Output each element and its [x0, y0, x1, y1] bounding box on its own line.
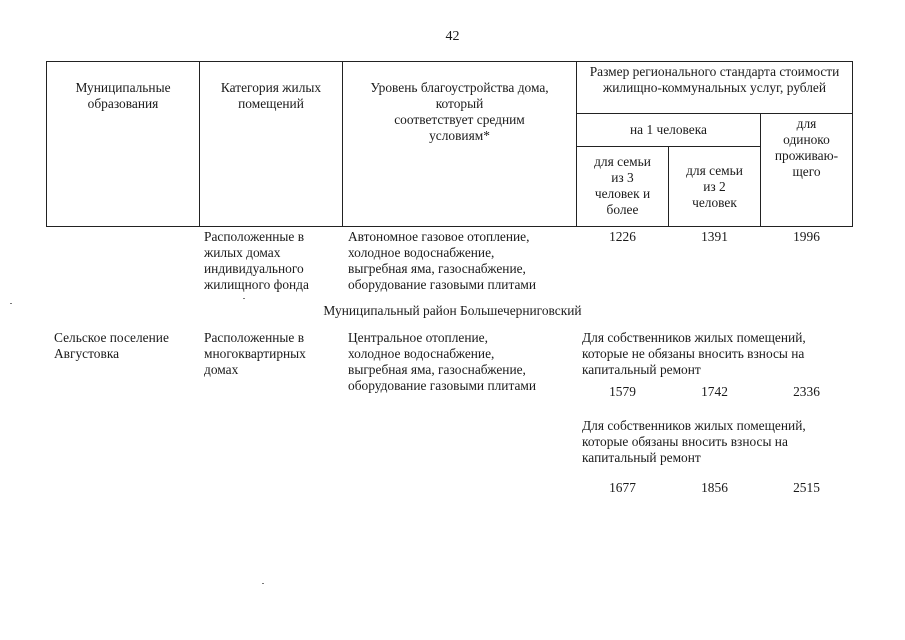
- group1-value-family2: 1742: [701, 384, 728, 399]
- group2-value-family3: 1677: [609, 480, 636, 495]
- row-category: Расположенные в многоквартирных домах: [204, 330, 306, 377]
- page-number: 42: [445, 29, 460, 44]
- row-prev-value-family2: 1391: [701, 229, 728, 244]
- row-prev-value-single: 1996: [793, 229, 820, 244]
- header-family-3: для семьи из 3 человек и более: [594, 154, 651, 217]
- scan-speck: [243, 298, 245, 299]
- header-level: Уровень благоустройства дома, который соответствует средним условиям*: [370, 80, 549, 143]
- group1-label: Для собственников жилых помещений, которые не обязаны вносить взносы на капитальный ремонт: [582, 330, 806, 377]
- header-per-person: на 1 человека: [630, 122, 707, 137]
- header-single: для одиноко проживаю- щего: [774, 116, 839, 179]
- group2-value-single: 2515: [793, 480, 820, 495]
- row-prev-value-family3: 1226: [609, 229, 636, 244]
- row-municipality: Сельское поселение Августовка: [54, 330, 169, 361]
- row-prev-level: Автономное газовое отопление, холодное водоснабжение, выгребная яма, газоснабжение, оборудование газовыми плитами: [348, 229, 537, 292]
- district-heading: Муниципальный район Большечерниговский: [323, 303, 582, 318]
- row-level: Центральное отопление, холодное водоснабжение, выгребная яма, газоснабжение, оборудование газовыми плитами: [348, 330, 537, 393]
- header-family-2: для семьи из 2 человек: [686, 163, 743, 210]
- group2-value-family2: 1856: [701, 480, 728, 495]
- header-category: Категория жилых помещений: [220, 80, 322, 111]
- group2-label: Для собственников жилых помещений, которые обязаны вносить взносы на капитальный ремонт: [582, 418, 806, 465]
- row-prev-category: Расположенные в жилых домах индивидуального жилищного фонда: [204, 229, 309, 292]
- group1-value-single: 2336: [793, 384, 820, 399]
- header-municipality: Муниципальные образования: [75, 80, 171, 111]
- group1-value-family3: 1579: [609, 384, 636, 399]
- scan-speck: [262, 583, 264, 584]
- header-standard-size: Размер регионального стандарта стоимости жилищно-коммунальных услуг, рублей: [589, 64, 840, 95]
